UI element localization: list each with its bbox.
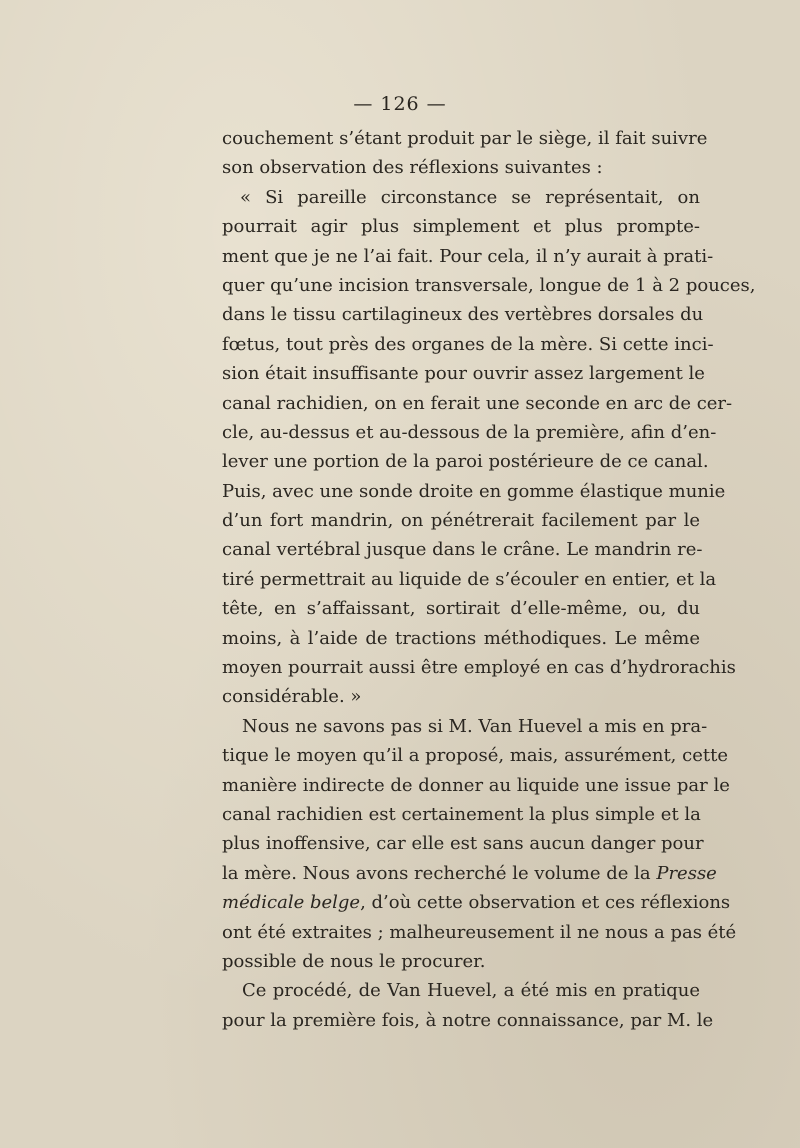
text-line: canal rachidien est certainement la plus simple et la [222,803,701,825]
text-line: tique le moyen qu’il a proposé, mais, assurément, cette [222,745,728,767]
text-line-with-italic [222,859,717,888]
text-line-with-italic [222,888,731,917]
text-line: canal rachidien, on en ferait une seconde en arc de cer- [222,392,733,414]
text-line: « Si pareille circonstance se représentait, on [240,186,700,208]
text-fragment: la mère. Nous avons recherché le volume de la [222,862,651,884]
text-fragment: , d’où cette observation et ces réflexions [360,892,731,914]
text-line: plus inoffensive, car elle est sans aucun danger pour [222,833,704,855]
body-text [222,124,756,1035]
text-line: canal vertébral jusque dans le crâne. Le mandrin re- [222,539,703,561]
text-line: ont été extraites ; malheureusement il ne nous a pas été [222,921,737,943]
text-line: Puis, avec une sonde droite en gomme élastique munie [222,480,726,502]
page-number: — 126 — [353,93,447,115]
text-line: Nous ne savons pas si M. Van Huevel a mis en pra- [242,715,708,737]
text-line: Ce procédé, de Van Huevel, a été mis en pratique [242,980,700,1002]
text-line: quer qu’une incision transversale, longue de 1 à 2 pouces, [222,274,756,296]
text-line: moyen pourrait aussi être employé en cas d’hydrorachis [222,657,736,679]
italic-title: Presse [656,862,717,884]
text-line: sion était insuffisante pour ouvrir assez largement le [222,363,705,385]
text-line: manière indirecte de donner au liquide une issue par le [222,774,730,796]
text-line: ment que je ne l’ai fait. Pour cela, il n’y aurait à prati- [222,245,714,267]
text-line: considérable. » [222,686,362,708]
text-line: moins, à l’aide de tractions méthodiques. Le même [222,627,700,649]
text-line: possible de nous le procurer. [222,950,486,972]
text-line: pourrait agir plus simplement et plus prompte- [222,216,700,238]
text-line: pour la première fois, à notre connaissance, par M. le [222,1009,714,1031]
text-line: cle, au-dessus et au-dessous de la première, afin d’en- [222,421,717,443]
text-line: son observation des réflexions suivantes : [222,157,603,179]
text-line: couchement s’étant produit par le siège, il fait suivre [222,128,708,149]
text-line: lever une portion de la paroi postérieure de ce canal. [222,451,709,473]
text-line: tiré permettrait au liquide de s’écouler en entier, et la [222,568,717,590]
text-line: d’un fort mandrin, on pénétrerait facilement par le [222,510,700,532]
italic-title: médicale belge [222,892,361,914]
text-line: tête, en s’affaissant, sortirait d’elle-même, ou, du [222,598,700,620]
text-line: fœtus, tout près des organes de la mère. Si cette inci- [222,333,714,355]
text-line: dans le tissu cartilagineux des vertèbres dorsales du [222,304,704,326]
